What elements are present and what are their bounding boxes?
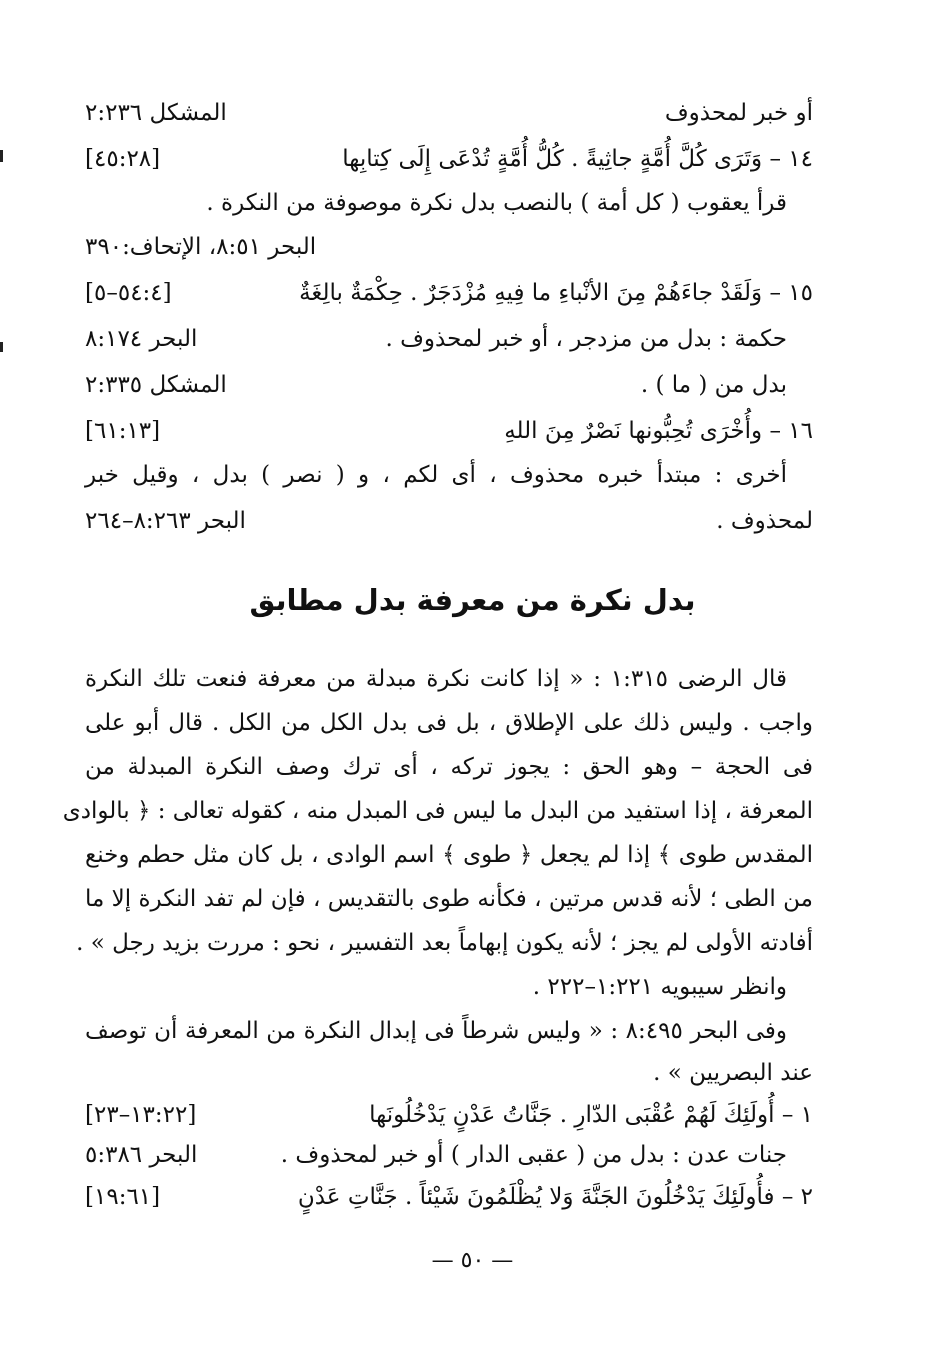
paragraph-line-6: من الطى ؛ لأنه قدس مرتين ، فكأنه طوى بالتقديس ، فإن لم تفد النكرة إلا ما xyxy=(85,886,813,912)
verse-16-commentary: أخرى : مبتدأ خبره محذوف ، أى لكم ، و ( نصر ) بدل ، وقيل خبر xyxy=(85,462,787,488)
scan-edge-mark xyxy=(0,342,3,352)
paragraph-line-5: المقدس طوى ﴾ إذا لم يجعل ﴿ طوى ﴾ اسم الوادى ، بل كان مثل حطم وخنع xyxy=(85,842,813,868)
paragraph-line-2: واجب . وليس ذلك على الإطلاق ، بل فى بدل الكل من الكل . قال أبو على xyxy=(85,710,813,736)
page-number: — ٥٠ — xyxy=(431,1248,514,1273)
bahr-quote-line-1: وفى البحر ٨:٤٩٥ : « وليس شرطاً فى إبدال النكرة من المعرفة أن توصف xyxy=(85,1018,787,1044)
verse-15-commentary-2: بدل من ( ما ) . xyxy=(640,372,787,398)
verse-15-source: البحر ٨:١٧٤ xyxy=(85,326,198,352)
bahr-quote-line-2: عند البصريين » . xyxy=(653,1060,813,1086)
verse-14-reference: [٤٥:٢٨] xyxy=(85,146,161,172)
sibawayh-reference: وانظر سيبويه ١:٢٢١–٢٢٢ . xyxy=(532,974,787,1000)
verse-14-source: البحر ٨:٥١، الإتحاف:٣٩٠ xyxy=(85,234,317,260)
paragraph-line-1: قال الرضى ١:٣١٥ : « إذا كانت نكرة مبدلة من معرفة فنعت تلك النكرة xyxy=(85,666,788,692)
paragraph-line-4: المعرفة ، إذا استفيد من البدل ما ليس فى المبدل منه ، كقوله تعالى : ﴿ بالوادى xyxy=(62,798,813,824)
paragraph-line-3: فى الحجة – وهو الحق : يجوز تركه ، أى ترك وصف النكرة المبدلة من xyxy=(85,754,813,780)
verse-15-source-2: المشكل ٢:٣٣٥ xyxy=(85,372,227,398)
line-1-reference: المشكل ٢:٢٣٦ xyxy=(85,100,227,126)
example-1-source: البحر ٥:٣٨٦ xyxy=(85,1142,198,1168)
paragraph-line-7: أفادته الأولى لم يجز ؛ لأنه يكون إبهاماً بعد التفسير ، نحو : مررت بزيد رجل » . xyxy=(76,930,813,956)
example-1-reference: [١٣:٢٢–٢٣] xyxy=(85,1102,197,1128)
verse-16: ١٦ – وأُخْرَى تُحِبُّونها نَصْرٌ مِنَ اللهِ xyxy=(504,418,813,444)
verse-14: ١٤ – وَتَرَى كُلَّ أُمَّةٍ جاثِيةً . كُلُّ أُمَّةٍ تُدْعَى إِلَى كِتابِها xyxy=(342,146,813,172)
verse-16-source: البحر ٨:٢٦٣–٢٦٤ xyxy=(85,508,246,534)
line-1: أو خبر لمحذوف xyxy=(664,100,813,126)
scan-edge-mark xyxy=(0,150,3,162)
example-1-commentary: جنات عدن : بدل من ( عقبى الدار ) أو خبر لمحذوف . xyxy=(280,1142,787,1168)
example-1: ١ – أُولَئِكَ لَهُمْ عُقْبَى الدّارِ . جَنَّاتُ عَدْنٍ يَدْخُلُونَها xyxy=(369,1102,813,1128)
verse-14-commentary: قرأ يعقوب ( كل أمة ) بالنصب بدل نكرة موصوفة من النكرة . xyxy=(206,190,787,216)
verse-15: ١٥ – وَلَقَدْ جاءَهُمْ مِنَ الأنْباءِ ما فِيهِ مُزْدَجَرٌ . حِكْمَةٌ بالِغَةٌ xyxy=(299,280,813,306)
section-heading: بدل نكرة من معرفة بدل مطابق xyxy=(249,583,696,617)
verse-16-reference: [٦١:١٣] xyxy=(85,418,161,444)
verse-15-commentary: حكمة : بدل من مزدجر ، أو خبر لمحذوف . xyxy=(385,326,787,352)
example-2-reference: [١٩:٦١] xyxy=(85,1184,161,1210)
example-2: ٢ – فأُولَئِكَ يَدْخُلُونَ الجَنَّةَ وَلا يُظْلَمُونَ شَيْئاً . جَنَّاتِ عَدْنٍ xyxy=(297,1184,813,1210)
verse-16-commentary-end: لمحذوف . xyxy=(716,508,813,534)
verse-15-reference: [٥٤:٤–٥] xyxy=(85,280,172,306)
